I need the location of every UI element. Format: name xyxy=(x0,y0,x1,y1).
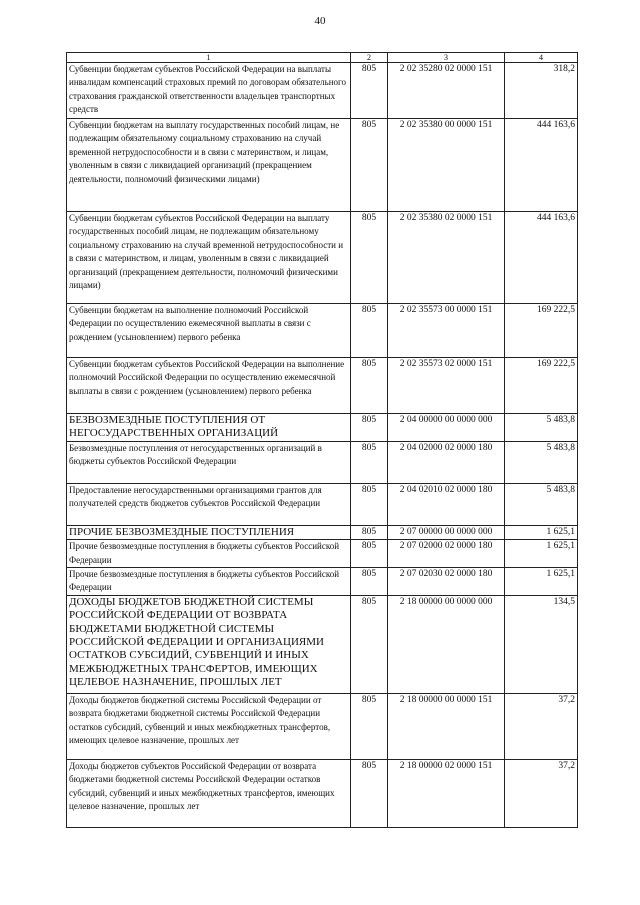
row-admin-code-cell: 805 xyxy=(351,63,388,119)
row-amount-cell: 444 163,6 xyxy=(505,212,578,304)
row-amount-cell: 1 625,1 xyxy=(505,525,578,539)
table-row xyxy=(67,759,578,827)
table-row xyxy=(67,693,578,759)
page-number: 40 xyxy=(314,15,326,27)
table-row xyxy=(67,540,578,568)
row-name-cell: Субвенции бюджетам на выполнение полномочий Российской Федерации по осуществлению ежемесячной выплаты в связи с рождением (усыновлением) первого ребенка xyxy=(67,304,351,358)
row-name-cell: Безвозмездные поступления от негосударственных организаций в бюджеты субъектов Российской Федерации xyxy=(67,441,351,483)
row-name-cell: ДОХОДЫ БЮДЖЕТОВ БЮДЖЕТНОЙ СИСТЕМЫ РОССИЙСКОЙ ФЕДЕРАЦИИ ОТ ВОЗВРАТА БЮДЖЕТАМИ БЮДЖЕТНОЙ СИСТЕМЫ РОССИЙСКОЙ ФЕДЕРАЦИИ И ОРГАНИЗАЦИЯМИ ОСТАТКОВ СУБСИДИЙ, СУБВЕНЦИЙ И ИНЫХ МЕЖБЮДЖЕТНЫХ ТРАНСФЕРТОВ, ИМЕЮЩИХ ЦЕЛЕВОЕ НАЗНАЧЕНИЕ, ПРОШЛЫХ ЛЕТ xyxy=(67,595,351,693)
table-row xyxy=(67,358,578,414)
row-name-cell: Субвенции бюджетам субъектов Российской Федерации на выплаты инвалидам компенсаций страховых премий по договорам обязательного страхования гражданской ответственности владельцев транспортных средств xyxy=(67,63,351,119)
table-row xyxy=(67,483,578,525)
row-classification-code-cell: 2 02 35573 00 0000 151 xyxy=(388,304,505,358)
row-admin-code-cell: 805 xyxy=(351,693,388,759)
row-name-cell: Субвенции бюджетам субъектов Российской Федерации на выполнение полномочий Российской Федерации по осуществлению ежемесячной выплаты в связи с рождением (усыновлением) первого ребенка xyxy=(67,358,351,414)
row-amount-cell: 444 163,6 xyxy=(505,119,578,212)
row-name-cell: Прочие безвозмездные поступления в бюджеты субъектов Российской Федерации xyxy=(67,540,351,568)
column-header-4: 4 xyxy=(505,53,578,63)
table-row xyxy=(67,441,578,483)
row-amount-cell: 134,5 xyxy=(505,595,578,693)
table-row xyxy=(67,119,578,212)
row-admin-code-cell: 805 xyxy=(351,358,388,414)
row-admin-code-cell: 805 xyxy=(351,119,388,212)
row-classification-code-cell: 2 04 00000 00 0000 000 xyxy=(388,414,505,442)
row-amount-cell: 5 483,8 xyxy=(505,441,578,483)
row-admin-code-cell: 805 xyxy=(351,212,388,304)
row-admin-code-cell: 805 xyxy=(351,414,388,442)
row-amount-cell: 5 483,8 xyxy=(505,414,578,442)
row-name-cell: Субвенции бюджетам на выплату государственных пособий лицам, не подлежащим обязательному социальному страхованию на случай временной нетрудоспособности и в связи с материнством, и лицам, уволенным в связи с ликвидацией организаций (прекращением деятельности, полномочий физическими лицами) xyxy=(67,119,351,212)
row-classification-code-cell: 2 18 00000 00 0000 151 xyxy=(388,693,505,759)
row-classification-code-cell: 2 18 00000 00 0000 000 xyxy=(388,595,505,693)
table-row xyxy=(67,212,578,304)
row-amount-cell: 1 625,1 xyxy=(505,540,578,568)
row-classification-code-cell: 2 04 02010 02 0000 180 xyxy=(388,483,505,525)
row-amount-cell: 318,2 xyxy=(505,63,578,119)
table-row xyxy=(67,595,578,693)
row-name-cell: ПРОЧИЕ БЕЗВОЗМЕЗДНЫЕ ПОСТУПЛЕНИЯ xyxy=(67,525,351,539)
revenue-table xyxy=(66,52,578,828)
table-row xyxy=(67,525,578,539)
row-amount-cell: 169 222,5 xyxy=(505,358,578,414)
column-header-2: 2 xyxy=(351,53,388,63)
table-header-row xyxy=(67,53,578,63)
row-classification-code-cell: 2 02 35573 02 0000 151 xyxy=(388,358,505,414)
row-classification-code-cell: 2 04 02000 02 0000 180 xyxy=(388,441,505,483)
row-admin-code-cell: 805 xyxy=(351,595,388,693)
row-amount-cell: 37,2 xyxy=(505,693,578,759)
row-admin-code-cell: 805 xyxy=(351,759,388,827)
table-row xyxy=(67,414,578,442)
table-row xyxy=(67,568,578,596)
row-classification-code-cell: 2 07 00000 00 0000 000 xyxy=(388,525,505,539)
column-header-1: 1 xyxy=(67,53,351,63)
row-amount-cell: 1 625,1 xyxy=(505,568,578,596)
column-header-3: 3 xyxy=(388,53,505,63)
row-admin-code-cell: 805 xyxy=(351,540,388,568)
row-classification-code-cell: 2 07 02000 02 0000 180 xyxy=(388,540,505,568)
row-name-cell: Прочие безвозмездные поступления в бюджеты субъектов Российской Федерации xyxy=(67,568,351,596)
row-classification-code-cell: 2 02 35380 02 0000 151 xyxy=(388,212,505,304)
row-classification-code-cell: 2 02 35380 00 0000 151 xyxy=(388,119,505,212)
row-admin-code-cell: 805 xyxy=(351,525,388,539)
row-admin-code-cell: 805 xyxy=(351,304,388,358)
row-name-cell: Доходы бюджетов субъектов Российской Федерации от возврата бюджетами бюджетной системы Российской Федерации остатков субсидий, субвенций и иных межбюджетных трансфертов, имеющих целевое назначение, прошлых лет xyxy=(67,759,351,827)
row-name-cell: Предоставление негосударственными организациями грантов для получателей средств бюджетов субъектов Российской Федерации xyxy=(67,483,351,525)
row-classification-code-cell: 2 18 00000 02 0000 151 xyxy=(388,759,505,827)
row-name-cell: БЕЗВОЗМЕЗДНЫЕ ПОСТУПЛЕНИЯ ОТ НЕГОСУДАРСТВЕННЫХ ОРГАНИЗАЦИЙ xyxy=(67,414,351,442)
row-name-cell: Субвенции бюджетам субъектов Российской Федерации на выплату государственных пособий лицам, не подлежащим обязательному социальному страхованию на случай временной нетрудоспособности и в связи с материнством, и лицам, уволенным в связи с ликвидацией организаций (прекращением деятельности, полномочий физическими лицами) xyxy=(67,212,351,304)
row-admin-code-cell: 805 xyxy=(351,568,388,596)
row-admin-code-cell: 805 xyxy=(351,483,388,525)
row-admin-code-cell: 805 xyxy=(351,441,388,483)
row-amount-cell: 5 483,8 xyxy=(505,483,578,525)
table-body xyxy=(67,63,578,828)
table-row xyxy=(67,63,578,119)
row-amount-cell: 37,2 xyxy=(505,759,578,827)
row-name-cell: Доходы бюджетов бюджетной системы Российской Федерации от возврата бюджетами бюджетной системы Российской Федерации остатков субсидий, субвенций и иных межбюджетных трансфертов, имеющих целевое назначение, прошлых лет xyxy=(67,693,351,759)
row-amount-cell: 169 222,5 xyxy=(505,304,578,358)
table-row xyxy=(67,304,578,358)
row-classification-code-cell: 2 07 02030 02 0000 180 xyxy=(388,568,505,596)
row-classification-code-cell: 2 02 35280 02 0000 151 xyxy=(388,63,505,119)
